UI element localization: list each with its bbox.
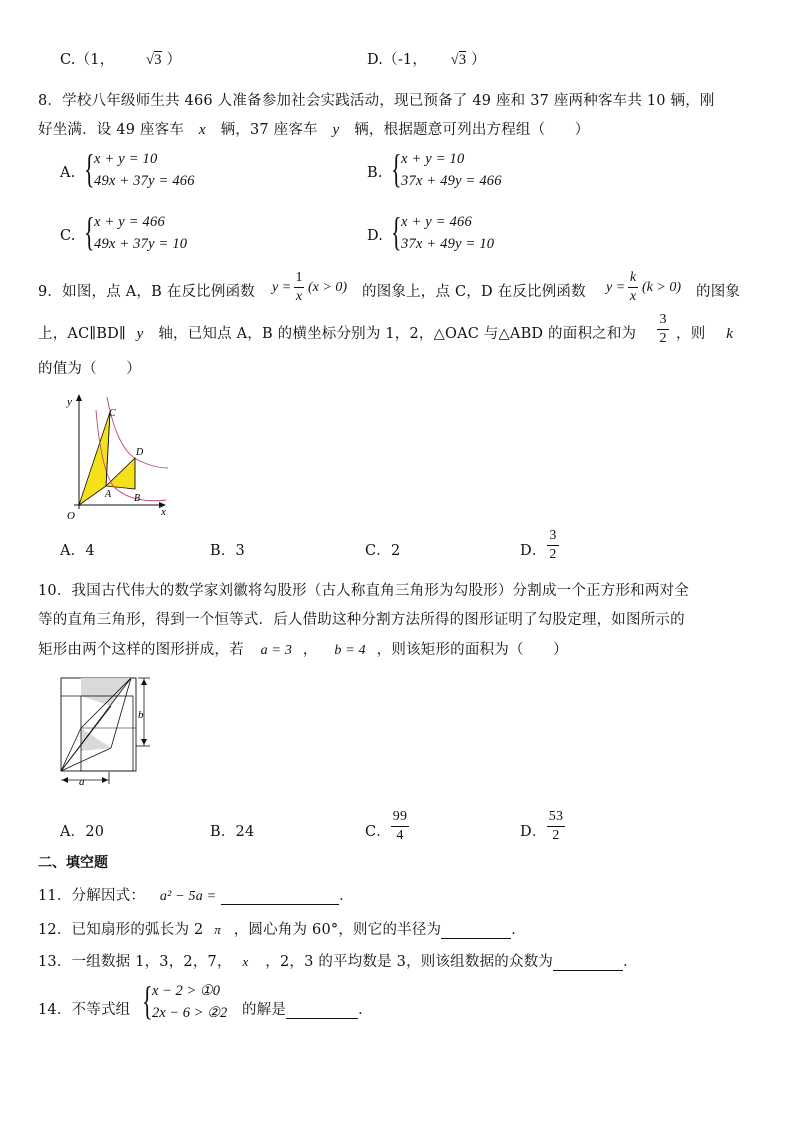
q10-option-c-frac <box>391 809 409 844</box>
q10-option-d-label: D． <box>520 824 547 840</box>
q12-text-a: 12．已知扇形的弧长为 2 <box>38 922 204 938</box>
q9-figure <box>62 392 174 524</box>
q9-sum-den: 2 <box>659 331 667 346</box>
q7-option-d-label: D.（-1， <box>367 52 428 68</box>
q14-eq1: x − 2 > ①0 <box>152 983 221 999</box>
q8-option-a-eq1: x + y = 10 <box>94 151 158 167</box>
q9-f2-frac <box>628 270 638 305</box>
q8-option-b-eq2: 37x + 49y = 466 <box>401 173 502 189</box>
brace-icon: { <box>142 978 153 1023</box>
label-a: A <box>105 489 112 500</box>
q9-line2 <box>38 322 636 343</box>
y-axis-arrow-icon <box>76 394 82 401</box>
q13-text-a: 13．一组数据 1，3，2，7， <box>38 954 232 970</box>
q13-var: x <box>242 954 249 969</box>
q10-sep: ， <box>302 642 318 658</box>
q8-option-c-eq1: x + y = 466 <box>94 214 165 230</box>
q8-var-x: x <box>198 122 206 138</box>
q9-f1-lhs: y = <box>272 280 292 295</box>
q9-func2 <box>606 270 690 306</box>
q8-line2-b: 辆，37 座客车 <box>220 122 318 138</box>
q11-answer-blank[interactable] <box>221 904 339 905</box>
sqrt-icon: √ <box>146 52 155 68</box>
q14-tail <box>242 998 373 1019</box>
q8-line2 <box>38 118 589 139</box>
q10-line3-b: ，则该矩形的面积为（ ） <box>376 642 568 658</box>
a-arrow-right-icon <box>102 777 108 783</box>
q14-text: 的解是 <box>242 1002 287 1018</box>
q10-option-c-num: 99 <box>392 809 408 824</box>
q9-f2-num: k <box>629 270 637 285</box>
q8-option-d-eq1: x + y = 466 <box>401 214 472 230</box>
q14-answer-blank[interactable] <box>286 1018 358 1019</box>
brace-icon: { <box>84 146 95 191</box>
q9-f2-lhs: y = <box>606 280 626 295</box>
q14-prefix: 14．不等式组 <box>38 1002 131 1018</box>
q8-line1: 8．学校八年级师生共 466 人准备参加社会实践活动，现已预备了 49 座和 37 座两种客车共 10 辆，刚 <box>38 93 715 109</box>
q14-suffix: ． <box>358 1002 373 1018</box>
q9-option-d-frac <box>547 528 559 563</box>
q11-expr: a² − 5a = <box>159 889 217 904</box>
q11-suffix: ． <box>339 888 354 904</box>
q9-line3: 的值为（ ） <box>38 361 141 377</box>
q10-line3-a: 矩形由两个这样的图形拼成，若 <box>38 642 244 658</box>
q13 <box>38 950 638 971</box>
q8-option-b-label: B. <box>367 165 383 181</box>
q9-line1-a: 9．如图，点 A，B 在反比例函数 <box>38 284 255 300</box>
q12 <box>38 918 526 939</box>
q9-f1-cond: (x > 0) <box>308 280 347 295</box>
q9-option-d[interactable] <box>520 528 570 568</box>
q7-option-c-label: C.（1， <box>60 52 115 68</box>
q9-option-d-den: 2 <box>549 547 557 562</box>
q7-option-c[interactable] <box>60 48 181 69</box>
q7-option-d-sqrt: 3 <box>458 52 467 68</box>
q9-line1-b: 的图象上，点 C，D 在反比例函数 <box>362 284 586 300</box>
q7-option-d[interactable] <box>367 48 486 69</box>
q8-option-c-label: C. <box>60 228 76 244</box>
brace-icon: { <box>391 146 402 191</box>
q9-sum-frac <box>657 312 669 347</box>
q10-line2: 等的直角三角形，得到一个恒等式．后人借助这种分割方法所得的图形证明了勾股定理，如图所示的 <box>38 612 685 628</box>
label-y: y <box>67 396 72 408</box>
q9-func1 <box>272 270 354 306</box>
q9-f1-den: x <box>295 289 303 304</box>
label-o: O <box>67 510 75 522</box>
q9-option-d-label: D． <box>520 543 547 559</box>
q9-f1-num: 1 <box>295 270 303 285</box>
label-b: B <box>134 493 141 504</box>
q10-cond-b: b = 4 <box>334 643 366 658</box>
a-arrow-left-icon <box>62 777 68 783</box>
q10-cond-a: a = 3 <box>260 643 293 658</box>
label-b: b <box>138 709 144 721</box>
q8-option-d-eq2: 37x + 49y = 10 <box>401 236 495 252</box>
q9-l2-b: 轴，已知点 A，B 的横坐标分别为 1，2，△OAC 与△ABD 的面积之和为 <box>158 326 637 342</box>
label-a: a <box>79 776 85 788</box>
q9-f2-den: x <box>629 289 637 304</box>
q10-option-d-num: 53 <box>548 809 564 824</box>
q12-suffix: ． <box>511 922 526 938</box>
brace-icon: { <box>84 209 95 254</box>
q7-option-c-close: ） <box>166 52 182 68</box>
sqrt-icon: √ <box>450 52 459 68</box>
q10-option-d[interactable] <box>520 809 580 849</box>
q9-f2-cond: (k > 0) <box>642 280 681 295</box>
q11-prefix: 11．分解因式： <box>38 888 146 904</box>
q8-option-a-label: A. <box>60 165 76 181</box>
q8-option-a-eq2: 49x + 37y = 466 <box>94 173 195 189</box>
q8-var-y: y <box>332 122 340 138</box>
q8-line2-c: 辆，根据题意可列出方程组（ ） <box>354 122 590 138</box>
b-arrow-up-icon <box>141 679 147 685</box>
q9-line2-c <box>676 322 733 343</box>
q12-pi: π <box>214 922 221 937</box>
q10-option-a[interactable]: A．20 <box>60 824 105 840</box>
q13-answer-blank[interactable] <box>553 970 623 971</box>
q9-l2-k: k <box>726 326 734 342</box>
q8-option-d-label: D. <box>367 228 384 244</box>
q10-option-c-den: 4 <box>396 828 404 843</box>
q9-line1-c: 的图象 <box>696 284 741 300</box>
q14-eq2: 2x − 6 > ②2 <box>152 1005 228 1021</box>
q8-option-c-eq2: 49x + 37y = 10 <box>94 236 188 252</box>
q9-option-b[interactable]: B．3 <box>210 543 245 559</box>
q9-sum-num: 3 <box>659 312 667 327</box>
q10-option-c[interactable] <box>365 809 425 849</box>
q14-system <box>142 978 238 1029</box>
q10-option-c-label: C． <box>365 824 391 840</box>
q10-line1: 10．我国古代伟大的数学家刘徽将勾股形（古人称直角三角形为勾股形）分割成一个正方形和两对全 <box>38 583 689 599</box>
q12-text-b: ，圆心角为 60°，则它的半径为 <box>233 922 442 938</box>
q10-figure <box>58 676 158 788</box>
q8-option-c[interactable] <box>60 209 260 258</box>
q7-option-d-close: ） <box>471 52 486 68</box>
q9-option-d-num: 3 <box>549 528 557 543</box>
q10-line3 <box>38 638 568 659</box>
q13-suffix: ． <box>623 954 638 970</box>
q8-option-b-eq1: x + y = 10 <box>401 151 465 167</box>
q12-answer-blank[interactable] <box>441 938 511 939</box>
label-x: x <box>161 506 166 518</box>
q9-option-a[interactable]: A．4 <box>60 543 95 559</box>
q7-option-c-sqrt: 3 <box>154 52 162 68</box>
q10-option-d-frac <box>547 809 565 844</box>
q11 <box>38 884 354 905</box>
q9-f1-frac <box>294 270 304 305</box>
triangle-abd <box>106 458 135 489</box>
section-title: 二、填空题 <box>38 855 108 871</box>
q9-option-c[interactable]: C．2 <box>365 543 401 559</box>
q13-text-b: ，2，3 的平均数是 3，则该组数据的众数为 <box>265 954 554 970</box>
q8-option-d[interactable] <box>367 209 567 258</box>
brace-icon: { <box>391 209 402 254</box>
q9-l2-c: ，则 <box>676 326 706 342</box>
q10-option-b[interactable]: B．24 <box>210 824 255 840</box>
q9-l2-var: y <box>136 326 144 342</box>
label-c: C <box>109 408 116 419</box>
q9-l2-a: 上，AC∥BD∥ <box>38 326 126 342</box>
q8-option-b[interactable] <box>367 146 567 195</box>
label-d: D <box>136 447 144 458</box>
q8-option-a[interactable] <box>60 146 260 195</box>
b-arrow-down-icon <box>141 739 147 745</box>
q10-option-d-den: 2 <box>552 828 560 843</box>
q8-line2-a: 好坐满．设 49 座客车 <box>38 122 185 138</box>
